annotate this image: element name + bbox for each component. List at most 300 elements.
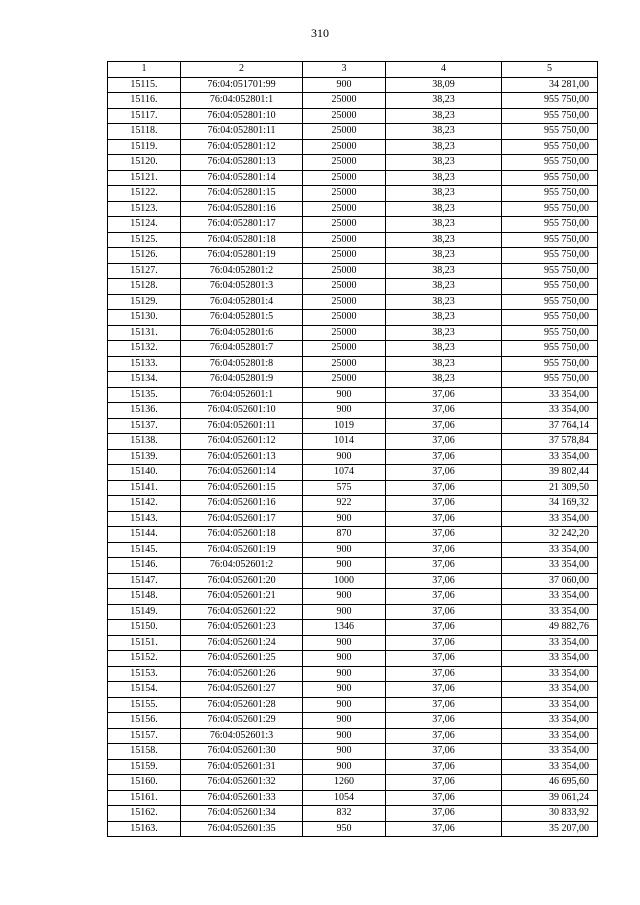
value-cell: 33 354,00 [502,651,598,667]
value-cell: 955 750,00 [502,108,598,124]
value-cell: 955 750,00 [502,310,598,326]
rate-cell: 37,06 [386,480,502,496]
value-cell: 33 354,00 [502,713,598,729]
table-row [108,635,598,651]
area-cell: 25000 [303,108,386,124]
cadastral-number-cell: 76:04:052801:15 [181,186,303,202]
rate-cell: 38,23 [386,341,502,357]
row-number-cell: 15123. [108,201,181,217]
area-cell: 870 [303,527,386,543]
cadastral-number-cell: 76:04:052601:32 [181,775,303,791]
cadastral-number-cell: 76:04:052601:33 [181,790,303,806]
value-cell: 33 354,00 [502,589,598,605]
row-number-cell: 15134. [108,372,181,388]
column-header-3: 3 [303,62,386,78]
row-number-cell: 15122. [108,186,181,202]
cadastral-number-cell: 76:04:052801:13 [181,155,303,171]
value-cell: 30 833,92 [502,806,598,822]
cadastral-number-cell: 76:04:052601:30 [181,744,303,760]
cadastral-number-cell: 76:04:052801:18 [181,232,303,248]
table-row [108,217,598,233]
rate-cell: 38,23 [386,217,502,233]
rate-cell: 37,06 [386,589,502,605]
table-row [108,170,598,186]
row-number-cell: 15133. [108,356,181,372]
table-row [108,697,598,713]
rate-cell: 37,06 [386,573,502,589]
table-row [108,589,598,605]
row-number-cell: 15126. [108,248,181,264]
rate-cell: 37,06 [386,697,502,713]
cadastral-number-cell: 76:04:052601:25 [181,651,303,667]
table-row [108,821,598,837]
area-cell: 25000 [303,186,386,202]
area-cell: 25000 [303,372,386,388]
area-cell: 950 [303,821,386,837]
rate-cell: 38,09 [386,77,502,93]
column-header-4: 4 [386,62,502,78]
row-number-cell: 15136. [108,403,181,419]
table-row [108,744,598,760]
table-row [108,341,598,357]
area-cell: 25000 [303,124,386,140]
table-row [108,496,598,512]
area-cell: 900 [303,589,386,605]
row-number-cell: 15121. [108,170,181,186]
row-number-cell: 15135. [108,387,181,403]
value-cell: 33 354,00 [502,558,598,574]
area-cell: 900 [303,728,386,744]
value-cell: 33 354,00 [502,697,598,713]
row-number-cell: 15116. [108,93,181,109]
rate-cell: 38,23 [386,372,502,388]
cadastral-number-cell: 76:04:052801:16 [181,201,303,217]
value-cell: 21 309,50 [502,480,598,496]
row-number-cell: 15155. [108,697,181,713]
row-number-cell: 15132. [108,341,181,357]
cadastral-number-cell: 76:04:052601:34 [181,806,303,822]
area-cell: 900 [303,651,386,667]
row-number-cell: 15127. [108,263,181,279]
cadastral-number-cell: 76:04:052801:10 [181,108,303,124]
rate-cell: 38,23 [386,108,502,124]
cadastral-number-cell: 76:04:052601:26 [181,666,303,682]
rate-cell: 37,06 [386,511,502,527]
value-cell: 955 750,00 [502,155,598,171]
table-row [108,511,598,527]
cadastral-number-cell: 76:04:052601:22 [181,604,303,620]
table-row [108,248,598,264]
value-cell: 46 695,60 [502,775,598,791]
table-row [108,604,598,620]
cadastral-number-cell: 76:04:052601:15 [181,480,303,496]
row-number-cell: 15149. [108,604,181,620]
cadastral-number-cell: 76:04:052601:16 [181,496,303,512]
rate-cell: 37,06 [386,806,502,822]
cadastral-number-cell: 76:04:052801:11 [181,124,303,140]
area-cell: 25000 [303,232,386,248]
area-cell: 900 [303,558,386,574]
row-number-cell: 15147. [108,573,181,589]
value-cell: 955 750,00 [502,279,598,295]
value-cell: 955 750,00 [502,263,598,279]
row-number-cell: 15160. [108,775,181,791]
value-cell: 37 764,14 [502,418,598,434]
rate-cell: 37,06 [386,728,502,744]
area-cell: 900 [303,635,386,651]
value-cell: 955 750,00 [502,139,598,155]
rate-cell: 37,06 [386,542,502,558]
value-cell: 955 750,00 [502,93,598,109]
row-number-cell: 15125. [108,232,181,248]
value-cell: 39 802,44 [502,465,598,481]
table-row [108,759,598,775]
row-number-cell: 15130. [108,310,181,326]
row-number-cell: 15154. [108,682,181,698]
table-row [108,418,598,434]
rate-cell: 37,06 [386,651,502,667]
table-row [108,77,598,93]
row-number-cell: 15142. [108,496,181,512]
area-cell: 25000 [303,217,386,233]
area-cell: 900 [303,542,386,558]
area-cell: 900 [303,666,386,682]
row-number-cell: 15143. [108,511,181,527]
table-row [108,666,598,682]
area-cell: 1054 [303,790,386,806]
area-cell: 900 [303,511,386,527]
cadastral-number-cell: 76:04:052601:11 [181,418,303,434]
table-row [108,93,598,109]
cadastral-number-cell: 76:04:052601:19 [181,542,303,558]
value-cell: 955 750,00 [502,232,598,248]
cadastral-number-cell: 76:04:052601:24 [181,635,303,651]
cadastral-number-cell: 76:04:052801:1 [181,93,303,109]
cadastral-number-cell: 76:04:052601:17 [181,511,303,527]
value-cell: 33 354,00 [502,728,598,744]
row-number-cell: 15120. [108,155,181,171]
value-cell: 33 354,00 [502,744,598,760]
value-cell: 35 207,00 [502,821,598,837]
cadastral-number-cell: 76:04:052801:9 [181,372,303,388]
value-cell: 33 354,00 [502,511,598,527]
table-header-row [108,62,598,78]
value-cell: 33 354,00 [502,542,598,558]
row-number-cell: 15148. [108,589,181,605]
table-row [108,139,598,155]
page-number: 310 [311,26,329,40]
value-cell: 955 750,00 [502,341,598,357]
table-row [108,573,598,589]
rate-cell: 38,23 [386,155,502,171]
cadastral-number-cell: 76:04:052801:5 [181,310,303,326]
area-cell: 900 [303,449,386,465]
cadastral-number-cell: 76:04:052601:14 [181,465,303,481]
row-number-cell: 15163. [108,821,181,837]
rate-cell: 37,06 [386,604,502,620]
row-number-cell: 15140. [108,465,181,481]
value-cell: 955 750,00 [502,325,598,341]
table-row [108,263,598,279]
rate-cell: 37,06 [386,821,502,837]
value-cell: 33 354,00 [502,604,598,620]
row-number-cell: 15117. [108,108,181,124]
row-number-cell: 15144. [108,527,181,543]
table-row [108,480,598,496]
cadastral-number-cell: 76:04:052601:1 [181,387,303,403]
rate-cell: 38,23 [386,248,502,264]
value-cell: 33 354,00 [502,682,598,698]
area-cell: 1260 [303,775,386,791]
value-cell: 34 281,00 [502,77,598,93]
row-number-cell: 15162. [108,806,181,822]
row-number-cell: 15158. [108,744,181,760]
area-cell: 25000 [303,170,386,186]
rate-cell: 37,06 [386,527,502,543]
area-cell: 1000 [303,573,386,589]
table-row [108,620,598,636]
row-number-cell: 15119. [108,139,181,155]
table-row [108,232,598,248]
rate-cell: 38,23 [386,186,502,202]
area-cell: 900 [303,403,386,419]
value-cell: 33 354,00 [502,635,598,651]
area-cell: 900 [303,697,386,713]
area-cell: 900 [303,604,386,620]
rate-cell: 38,23 [386,232,502,248]
value-cell: 32 242,20 [502,527,598,543]
value-cell: 955 750,00 [502,124,598,140]
table-row [108,651,598,667]
value-cell: 33 354,00 [502,449,598,465]
area-cell: 922 [303,496,386,512]
cadastral-number-cell: 76:04:052801:4 [181,294,303,310]
cadastral-number-cell: 76:04:052801:8 [181,356,303,372]
cadastral-number-cell: 76:04:052601:31 [181,759,303,775]
table-row [108,186,598,202]
table-row [108,387,598,403]
row-number-cell: 15151. [108,635,181,651]
area-cell: 25000 [303,248,386,264]
value-cell: 33 354,00 [502,403,598,419]
cadastral-number-cell: 76:04:052601:23 [181,620,303,636]
table-row [108,558,598,574]
area-cell: 900 [303,682,386,698]
table-row [108,775,598,791]
row-number-cell: 15141. [108,480,181,496]
row-number-cell: 15124. [108,217,181,233]
area-cell: 900 [303,77,386,93]
table-row [108,713,598,729]
table-row [108,356,598,372]
column-header-5: 5 [502,62,598,78]
table-row [108,527,598,543]
table-row [108,806,598,822]
value-cell: 955 750,00 [502,186,598,202]
table-row [108,310,598,326]
value-cell: 34 169,32 [502,496,598,512]
rate-cell: 37,06 [386,775,502,791]
rate-cell: 38,23 [386,201,502,217]
row-number-cell: 15159. [108,759,181,775]
row-number-cell: 15145. [108,542,181,558]
area-cell: 25000 [303,201,386,217]
rate-cell: 38,23 [386,294,502,310]
table-row [108,124,598,140]
rate-cell: 37,06 [386,403,502,419]
area-cell: 25000 [303,279,386,295]
table-row [108,279,598,295]
area-cell: 25000 [303,325,386,341]
table-row [108,403,598,419]
cadastral-number-cell: 76:04:052601:2 [181,558,303,574]
cadastral-number-cell: 76:04:052601:10 [181,403,303,419]
row-number-cell: 15138. [108,434,181,450]
area-cell: 1074 [303,465,386,481]
cadastral-number-cell: 76:04:052601:35 [181,821,303,837]
cadastral-number-cell: 76:04:052801:19 [181,248,303,264]
cadastral-number-cell: 76:04:052801:14 [181,170,303,186]
row-number-cell: 15146. [108,558,181,574]
cadastral-number-cell: 76:04:052601:20 [181,573,303,589]
cadastral-number-cell: 76:04:052801:7 [181,341,303,357]
table-row [108,201,598,217]
cadastral-number-cell: 76:04:052801:6 [181,325,303,341]
value-cell: 955 750,00 [502,201,598,217]
value-cell: 37 578,84 [502,434,598,450]
value-cell: 37 060,00 [502,573,598,589]
value-cell: 49 882,76 [502,620,598,636]
value-cell: 955 750,00 [502,170,598,186]
table-row [108,790,598,806]
rate-cell: 38,23 [386,139,502,155]
value-cell: 955 750,00 [502,372,598,388]
value-cell: 33 354,00 [502,666,598,682]
row-number-cell: 15152. [108,651,181,667]
area-cell: 25000 [303,310,386,326]
row-number-cell: 15118. [108,124,181,140]
row-number-cell: 15161. [108,790,181,806]
row-number-cell: 15156. [108,713,181,729]
cadastral-number-cell: 76:04:052601:13 [181,449,303,465]
area-cell: 25000 [303,93,386,109]
cadastral-number-cell: 76:04:052601:28 [181,697,303,713]
row-number-cell: 15137. [108,418,181,434]
cadastral-number-cell: 76:04:052801:2 [181,263,303,279]
rate-cell: 38,23 [386,310,502,326]
rate-cell: 37,06 [386,682,502,698]
cadastral-number-cell: 76:04:052601:18 [181,527,303,543]
cadastral-number-cell: 76:04:052801:12 [181,139,303,155]
rate-cell: 37,06 [386,496,502,512]
row-number-cell: 15139. [108,449,181,465]
table-row [108,108,598,124]
area-cell: 900 [303,759,386,775]
table-body [108,77,598,837]
rate-cell: 37,06 [386,790,502,806]
rate-cell: 38,23 [386,279,502,295]
cadastral-number-cell: 76:04:052601:29 [181,713,303,729]
area-cell: 25000 [303,356,386,372]
rate-cell: 37,06 [386,418,502,434]
cadastral-number-cell: 76:04:052801:3 [181,279,303,295]
table-row [108,372,598,388]
table-row [108,728,598,744]
table-row [108,449,598,465]
area-cell: 1014 [303,434,386,450]
table-row [108,294,598,310]
area-cell: 25000 [303,155,386,171]
area-cell: 832 [303,806,386,822]
cadastral-number-cell: 76:04:051701:99 [181,77,303,93]
value-cell: 955 750,00 [502,356,598,372]
value-cell: 955 750,00 [502,248,598,264]
rate-cell: 37,06 [386,759,502,775]
rate-cell: 38,23 [386,124,502,140]
value-cell: 955 750,00 [502,217,598,233]
area-cell: 1346 [303,620,386,636]
area-cell: 25000 [303,294,386,310]
row-number-cell: 15150. [108,620,181,636]
cadastral-number-cell: 76:04:052601:21 [181,589,303,605]
table-row [108,155,598,171]
table-row [108,465,598,481]
rate-cell: 37,06 [386,635,502,651]
rate-cell: 37,06 [386,558,502,574]
rate-cell: 38,23 [386,325,502,341]
column-header-2: 2 [181,62,303,78]
value-cell: 39 061,24 [502,790,598,806]
column-header-1: 1 [108,62,181,78]
area-cell: 25000 [303,341,386,357]
rate-cell: 37,06 [386,620,502,636]
area-cell: 900 [303,713,386,729]
row-number-cell: 15131. [108,325,181,341]
table-row [108,542,598,558]
value-cell: 955 750,00 [502,294,598,310]
area-cell: 25000 [303,263,386,279]
table-row [108,682,598,698]
row-number-cell: 15153. [108,666,181,682]
rate-cell: 38,23 [386,356,502,372]
row-number-cell: 15129. [108,294,181,310]
rate-cell: 37,06 [386,744,502,760]
rate-cell: 38,23 [386,170,502,186]
row-number-cell: 15115. [108,77,181,93]
area-cell: 1019 [303,418,386,434]
cadastral-number-cell: 76:04:052601:27 [181,682,303,698]
row-number-cell: 15157. [108,728,181,744]
cadastral-number-cell: 76:04:052601:3 [181,728,303,744]
rate-cell: 37,06 [386,465,502,481]
rate-cell: 37,06 [386,449,502,465]
rate-cell: 38,23 [386,263,502,279]
rate-cell: 38,23 [386,93,502,109]
rate-cell: 37,06 [386,387,502,403]
rate-cell: 37,06 [386,666,502,682]
rate-cell: 37,06 [386,713,502,729]
row-number-cell: 15128. [108,279,181,295]
cadastral-number-cell: 76:04:052601:12 [181,434,303,450]
value-cell: 33 354,00 [502,759,598,775]
area-cell: 900 [303,744,386,760]
area-cell: 575 [303,480,386,496]
value-cell: 33 354,00 [502,387,598,403]
area-cell: 900 [303,387,386,403]
table-row [108,325,598,341]
table-row [108,434,598,450]
cadastral-number-cell: 76:04:052801:17 [181,217,303,233]
